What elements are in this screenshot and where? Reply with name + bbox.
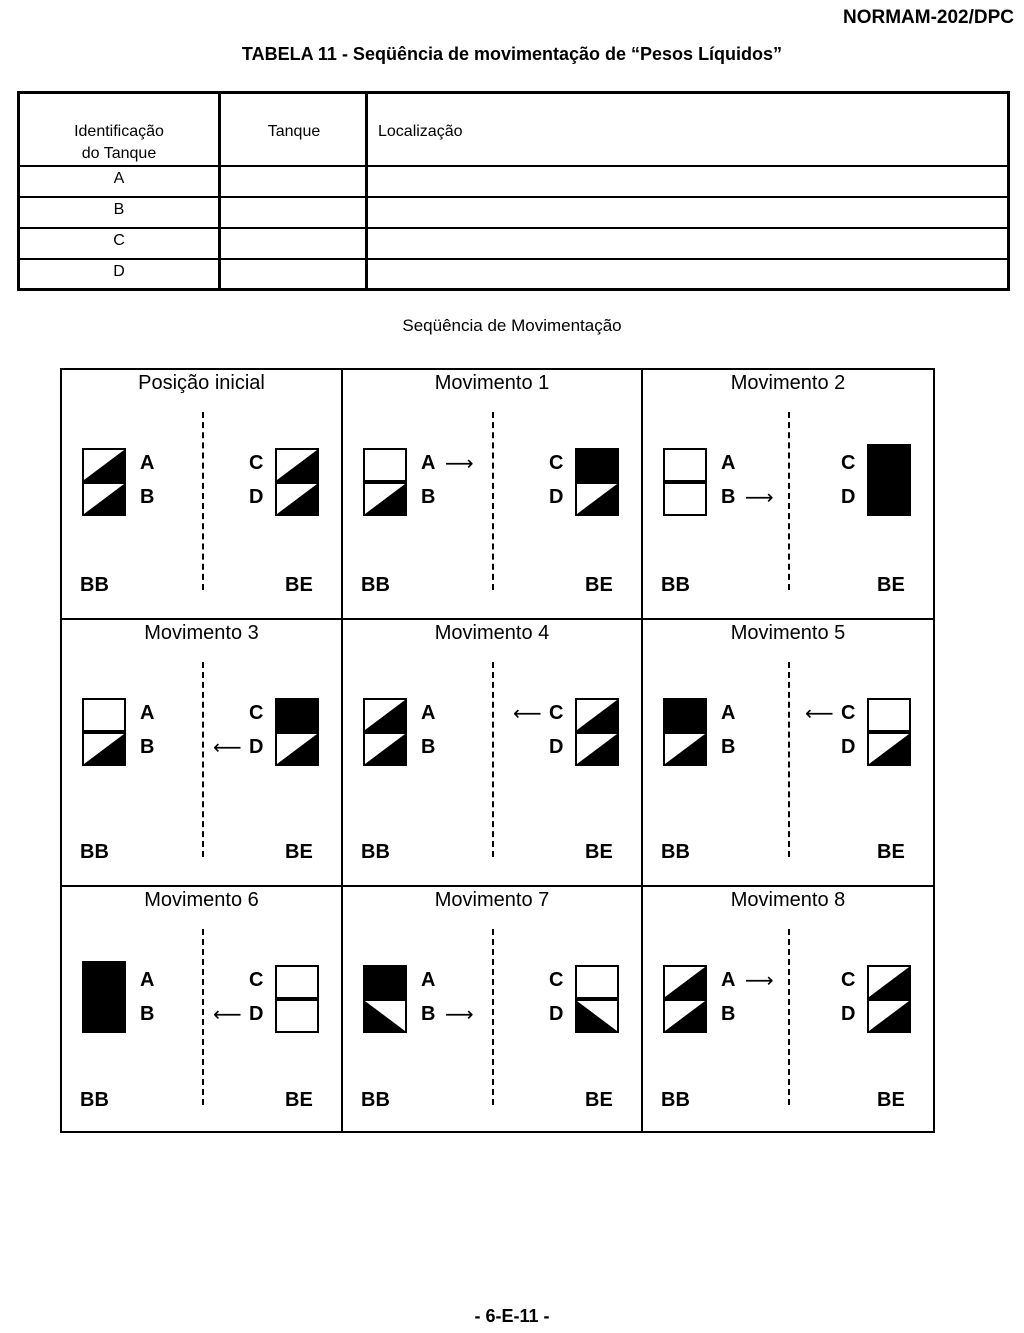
tank-label-c: C xyxy=(841,969,856,991)
centerline xyxy=(788,662,790,857)
side-label-bb: BB xyxy=(661,841,690,863)
centerline xyxy=(492,929,494,1105)
tank-label-c: C xyxy=(249,702,264,724)
arrow-left-icon: ⟵ xyxy=(805,703,834,725)
tank-b xyxy=(363,732,407,766)
tank-b xyxy=(663,999,707,1033)
table-title: TABELA 11 - Seqüência de movimentação de “Pesos Líquidos” xyxy=(241,44,783,64)
tank-a xyxy=(663,965,707,999)
header-location: Localização xyxy=(378,123,463,140)
tank-a xyxy=(363,965,407,999)
tank-table xyxy=(17,91,1010,291)
sequence-title: Seqüência de Movimentação xyxy=(402,316,622,335)
tank-c xyxy=(867,965,911,999)
tank-d xyxy=(867,732,911,766)
tank-a xyxy=(363,698,407,732)
document-code: NORMAM-202/DPC xyxy=(842,7,1014,28)
side-label-bb: BB xyxy=(80,841,109,863)
tank-ab xyxy=(82,961,126,1033)
tank-label-d: D xyxy=(249,736,264,758)
side-label-bb: BB xyxy=(361,1089,390,1111)
side-label-bb: BB xyxy=(80,574,109,596)
panel-title: Movimento 4 xyxy=(434,622,550,644)
tank-label-c: C xyxy=(549,702,564,724)
arrow-right-icon: ⟶ xyxy=(745,487,774,509)
panel-title: Movimento 3 xyxy=(144,622,259,644)
side-label-be: BE xyxy=(585,841,613,863)
side-label-be: BE xyxy=(285,1089,313,1111)
tank-c xyxy=(275,698,319,732)
side-label-be: BE xyxy=(585,1089,613,1111)
tank-c xyxy=(575,698,619,732)
tank-label-b: B xyxy=(721,486,736,508)
tank-label-b: B xyxy=(140,486,155,508)
centerline xyxy=(788,929,790,1105)
tank-d xyxy=(575,732,619,766)
tank-d xyxy=(867,999,911,1033)
tank-label-b: B xyxy=(721,1003,736,1025)
arrow-right-icon: ⟶ xyxy=(445,453,474,475)
tank-label-c: C xyxy=(249,969,264,991)
tank-d xyxy=(575,999,619,1033)
table-row-id: B xyxy=(113,201,125,218)
panel-title: Movimento 8 xyxy=(730,889,846,911)
tank-label-d: D xyxy=(249,1003,264,1025)
tank-c xyxy=(275,448,319,482)
side-label-be: BE xyxy=(877,841,905,863)
tank-a xyxy=(82,698,126,732)
side-label-be: BE xyxy=(877,574,905,596)
tank-label-a: A xyxy=(421,969,436,991)
side-label-be: BE xyxy=(585,574,613,596)
tank-label-b: B xyxy=(140,736,155,758)
tank-d xyxy=(275,732,319,766)
tank-c xyxy=(575,448,619,482)
centerline xyxy=(202,412,204,590)
side-label-bb: BB xyxy=(661,574,690,596)
side-label-be: BE xyxy=(285,841,313,863)
tank-label-d: D xyxy=(549,486,564,508)
tank-label-a: A xyxy=(140,452,155,474)
tank-a xyxy=(663,448,707,482)
movement-panel xyxy=(62,887,341,1133)
tank-label-a: A xyxy=(721,452,736,474)
tank-label-b: B xyxy=(421,1003,436,1025)
tank-label-a: A xyxy=(421,702,436,724)
tank-d xyxy=(275,482,319,516)
side-label-bb: BB xyxy=(661,1089,690,1111)
tank-b xyxy=(663,732,707,766)
tank-a xyxy=(363,448,407,482)
tank-label-a: A xyxy=(140,702,155,724)
movement-grid xyxy=(60,368,935,1133)
tank-cd xyxy=(867,444,911,516)
page-number: - 6-E-11 - xyxy=(474,1306,550,1326)
header-tank: Tanque xyxy=(267,123,321,140)
movement-panel xyxy=(343,887,641,1133)
tank-label-c: C xyxy=(549,969,564,991)
arrow-right-icon: ⟶ xyxy=(445,1004,474,1026)
tank-label-d: D xyxy=(841,486,856,508)
tank-b xyxy=(82,732,126,766)
arrow-left-icon: ⟵ xyxy=(213,1004,242,1026)
side-label-be: BE xyxy=(877,1089,905,1111)
tank-a xyxy=(82,448,126,482)
tank-label-c: C xyxy=(549,452,564,474)
tank-label-a: A xyxy=(421,452,436,474)
tank-label-a: A xyxy=(140,969,155,991)
tank-a xyxy=(663,698,707,732)
tank-label-d: D xyxy=(549,1003,564,1025)
movement-panel xyxy=(62,620,341,885)
tank-b xyxy=(363,482,407,516)
movement-panel xyxy=(643,887,933,1133)
tank-label-b: B xyxy=(721,736,736,758)
side-label-bb: BB xyxy=(361,841,390,863)
tank-label-b: B xyxy=(421,736,436,758)
tank-label-a: A xyxy=(721,969,736,991)
panel-title: Movimento 6 xyxy=(144,889,259,911)
arrow-left-icon: ⟵ xyxy=(213,737,242,759)
tank-b xyxy=(82,482,126,516)
movement-panel xyxy=(643,370,933,618)
side-label-bb: BB xyxy=(80,1089,109,1111)
centerline xyxy=(788,412,790,590)
table-row-id: A xyxy=(113,170,125,187)
tank-d xyxy=(275,999,319,1033)
tank-label-d: D xyxy=(249,486,264,508)
movement-panel xyxy=(62,370,341,618)
tank-label-c: C xyxy=(249,452,264,474)
tank-label-d: D xyxy=(841,1003,856,1025)
side-label-bb: BB xyxy=(361,574,390,596)
side-label-be: BE xyxy=(285,574,313,596)
panel-title: Movimento 7 xyxy=(434,889,550,911)
tank-label-c: C xyxy=(841,702,856,724)
panel-title: Movimento 2 xyxy=(730,372,846,394)
table-row-id: C xyxy=(113,232,125,249)
tank-b xyxy=(663,482,707,516)
tank-c xyxy=(575,965,619,999)
panel-title: Posição inicial xyxy=(138,372,265,394)
centerline xyxy=(202,929,204,1105)
tank-label-b: B xyxy=(421,486,436,508)
tank-b xyxy=(363,999,407,1033)
centerline xyxy=(492,412,494,590)
tank-c xyxy=(867,698,911,732)
centerline xyxy=(492,662,494,857)
panel-title: Movimento 5 xyxy=(730,622,846,644)
tank-c xyxy=(275,965,319,999)
tank-label-c: C xyxy=(841,452,856,474)
movement-panel xyxy=(643,620,933,885)
tank-label-d: D xyxy=(841,736,856,758)
table-row-id: D xyxy=(113,263,125,280)
movement-panel xyxy=(343,620,641,885)
centerline xyxy=(202,662,204,857)
movement-panel xyxy=(343,370,641,618)
panel-title: Movimento 1 xyxy=(434,372,550,394)
tank-label-d: D xyxy=(549,736,564,758)
arrow-right-icon: ⟶ xyxy=(745,970,774,992)
tank-d xyxy=(575,482,619,516)
tank-label-b: B xyxy=(140,1003,155,1025)
tank-label-a: A xyxy=(721,702,736,724)
header-tank-id: Identificação do Tanque xyxy=(74,123,164,162)
arrow-left-icon: ⟵ xyxy=(513,703,542,725)
